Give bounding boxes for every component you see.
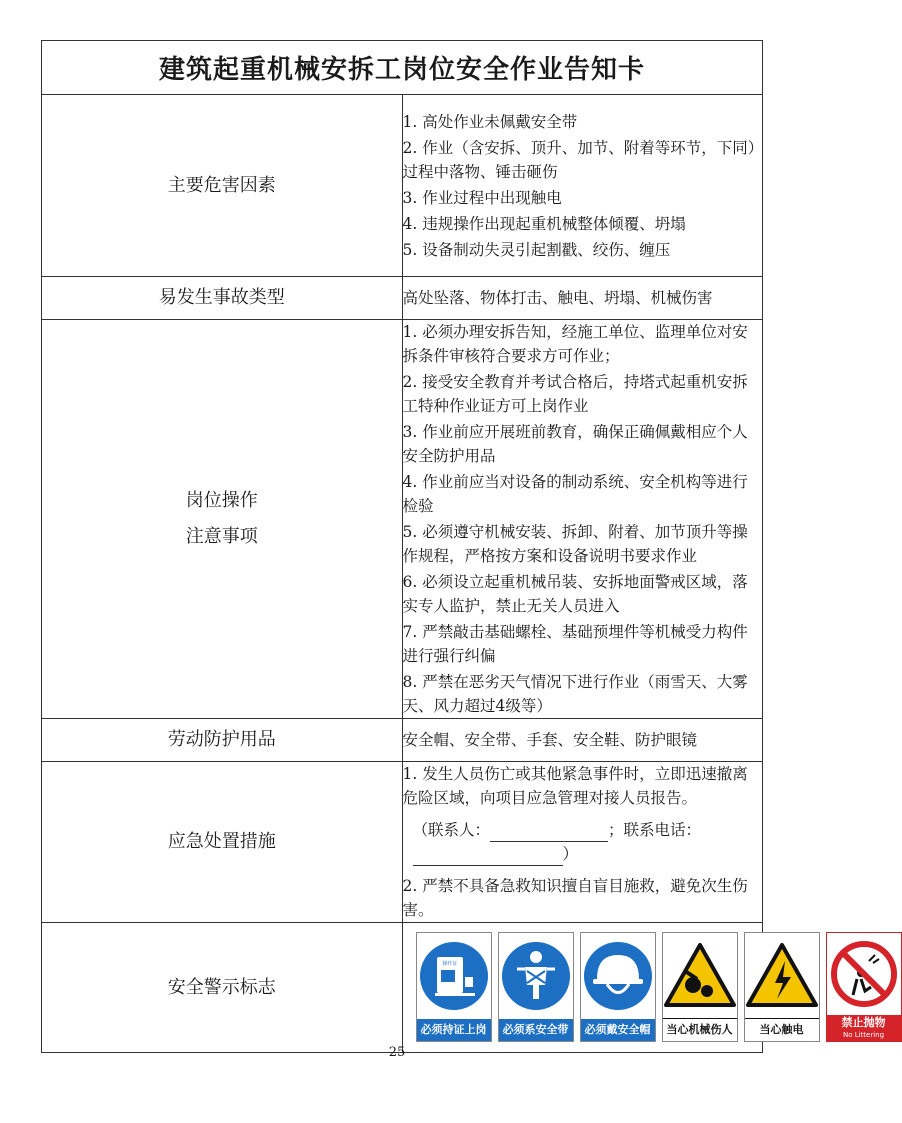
signs-label: 安全警示标志 (42, 923, 403, 1053)
note-item: 7. 严禁敲击基础螺栓、基础预埋件等机械受力构件进行强行纠偏 (402, 623, 748, 665)
emergency-item: 1. 发生人员伤亡或其他紧急事件时，立即迅速撤离危险区域，向项目应急管理对接人员报告。 (402, 765, 748, 807)
sign-no-littering (826, 932, 902, 1042)
sign-subcaption: No Littering (842, 1031, 885, 1039)
emergency-content (402, 762, 763, 923)
safety-harness-icon (499, 939, 573, 1013)
contact-phone-blank[interactable] (413, 847, 563, 866)
note-item: 2. 接受安全教育并考试合格后，持塔式起重机安拆工特种作业证方可上岗作业 (402, 373, 748, 415)
ppe-label: 劳动防护用品 (42, 719, 403, 762)
ppe-row (42, 719, 763, 762)
contact-person-blank[interactable] (490, 823, 608, 842)
note-item: 3. 作业前应开展班前教育，确保正确佩戴相应个人安全防护用品 (402, 423, 748, 465)
note-item: 5. 必须遵守机械安装、拆卸、附着、加节顶升等操作规程，严格按方案和设备说明书要求作业 (402, 523, 748, 565)
hazard-item: 2. 作业（含安拆、顶升、加节、附着等环节，下同）过程中落物、锤击砸伤 (402, 138, 756, 181)
accidents-content: 高处坠落、物体打击、触电、坍塌、机械伤害 (402, 277, 763, 320)
badge-text: 操作证 (441, 961, 458, 967)
hazards-content (402, 95, 763, 277)
emergency-label: 应急处置措施 (42, 762, 403, 923)
notice-card-table (41, 40, 886, 1053)
electric-shock-warning-icon (745, 941, 819, 1011)
sign-caption: 必须持证上岗 (417, 1019, 491, 1041)
notes-label-line2: 注意事项 (185, 526, 258, 547)
signs-content (402, 923, 886, 1053)
sign-caption: 禁止抛物 (841, 1016, 886, 1029)
sign-caption: 当心机械伤人 (663, 1018, 737, 1041)
note-item: 4. 作业前应当对设备的制动系统、安全机构等进行检验 (402, 473, 748, 515)
emergency-row (42, 762, 763, 923)
hazards-row (42, 95, 763, 277)
sign-caption: 必须戴安全帽 (581, 1019, 655, 1041)
hazard-item: 3. 作业过程中出现触电 (402, 188, 562, 207)
hazard-item: 5. 设备制动失灵引起割戳、绞伤、缠压 (402, 240, 671, 259)
contact-close: ） (562, 845, 579, 863)
title-row (42, 41, 763, 95)
sign-harness (498, 932, 574, 1042)
accidents-label: 易发生事故类型 (42, 277, 403, 320)
note-item: 8. 严禁在恶劣天气情况下进行作业（雨雪天、大雾天、风力超过4级等） (402, 673, 748, 715)
note-item: 6. 必须设立起重机械吊装、安拆地面警戒区域，落实专人监护，禁止无关人员进入 (402, 573, 748, 615)
machinery-warning-icon (663, 941, 737, 1011)
no-littering-icon (827, 939, 901, 1009)
hazard-item: 4. 违规操作出现起重机械整体倾覆、坍塌 (402, 214, 686, 233)
card-title: 建筑起重机械安拆工岗位安全作业告知卡 (42, 41, 763, 95)
certificate-icon (417, 939, 491, 1013)
accidents-row (42, 277, 763, 320)
page-number: 25 (388, 1045, 406, 1060)
sign-helmet (580, 932, 656, 1042)
notes-row (42, 320, 763, 719)
hazard-item: 1. 高处作业未佩戴安全带 (402, 112, 578, 131)
note-item: 1. 必须办理安拆告知，经施工单位、监理单位对安拆条件审核符合要求方可作业； (402, 323, 748, 365)
contact-phone-label: ；联系电话： (608, 821, 702, 839)
signs-row (42, 923, 763, 1053)
notes-label (42, 320, 403, 719)
sign-certificate (416, 932, 492, 1042)
contact-person-label: （联系人： (412, 821, 491, 839)
emergency-item: 2. 严禁不具备急救知识擅自盲目施救，避免次生伤害。 (402, 877, 748, 919)
ppe-content: 安全帽、安全带、手套、安全鞋、防护眼镜 (402, 719, 763, 762)
signs-strip (403, 923, 886, 1039)
contact-line (403, 818, 763, 866)
sign-caption: 当心触电 (745, 1018, 819, 1041)
safety-helmet-icon (581, 939, 655, 1013)
notes-label-line1: 岗位操作 (185, 490, 258, 511)
hazards-label: 主要危害因素 (42, 95, 403, 277)
notes-content (402, 320, 763, 719)
sign-caption: 必须系安全带 (499, 1019, 573, 1041)
sign-machinery (662, 932, 738, 1042)
sign-electric (744, 932, 820, 1042)
